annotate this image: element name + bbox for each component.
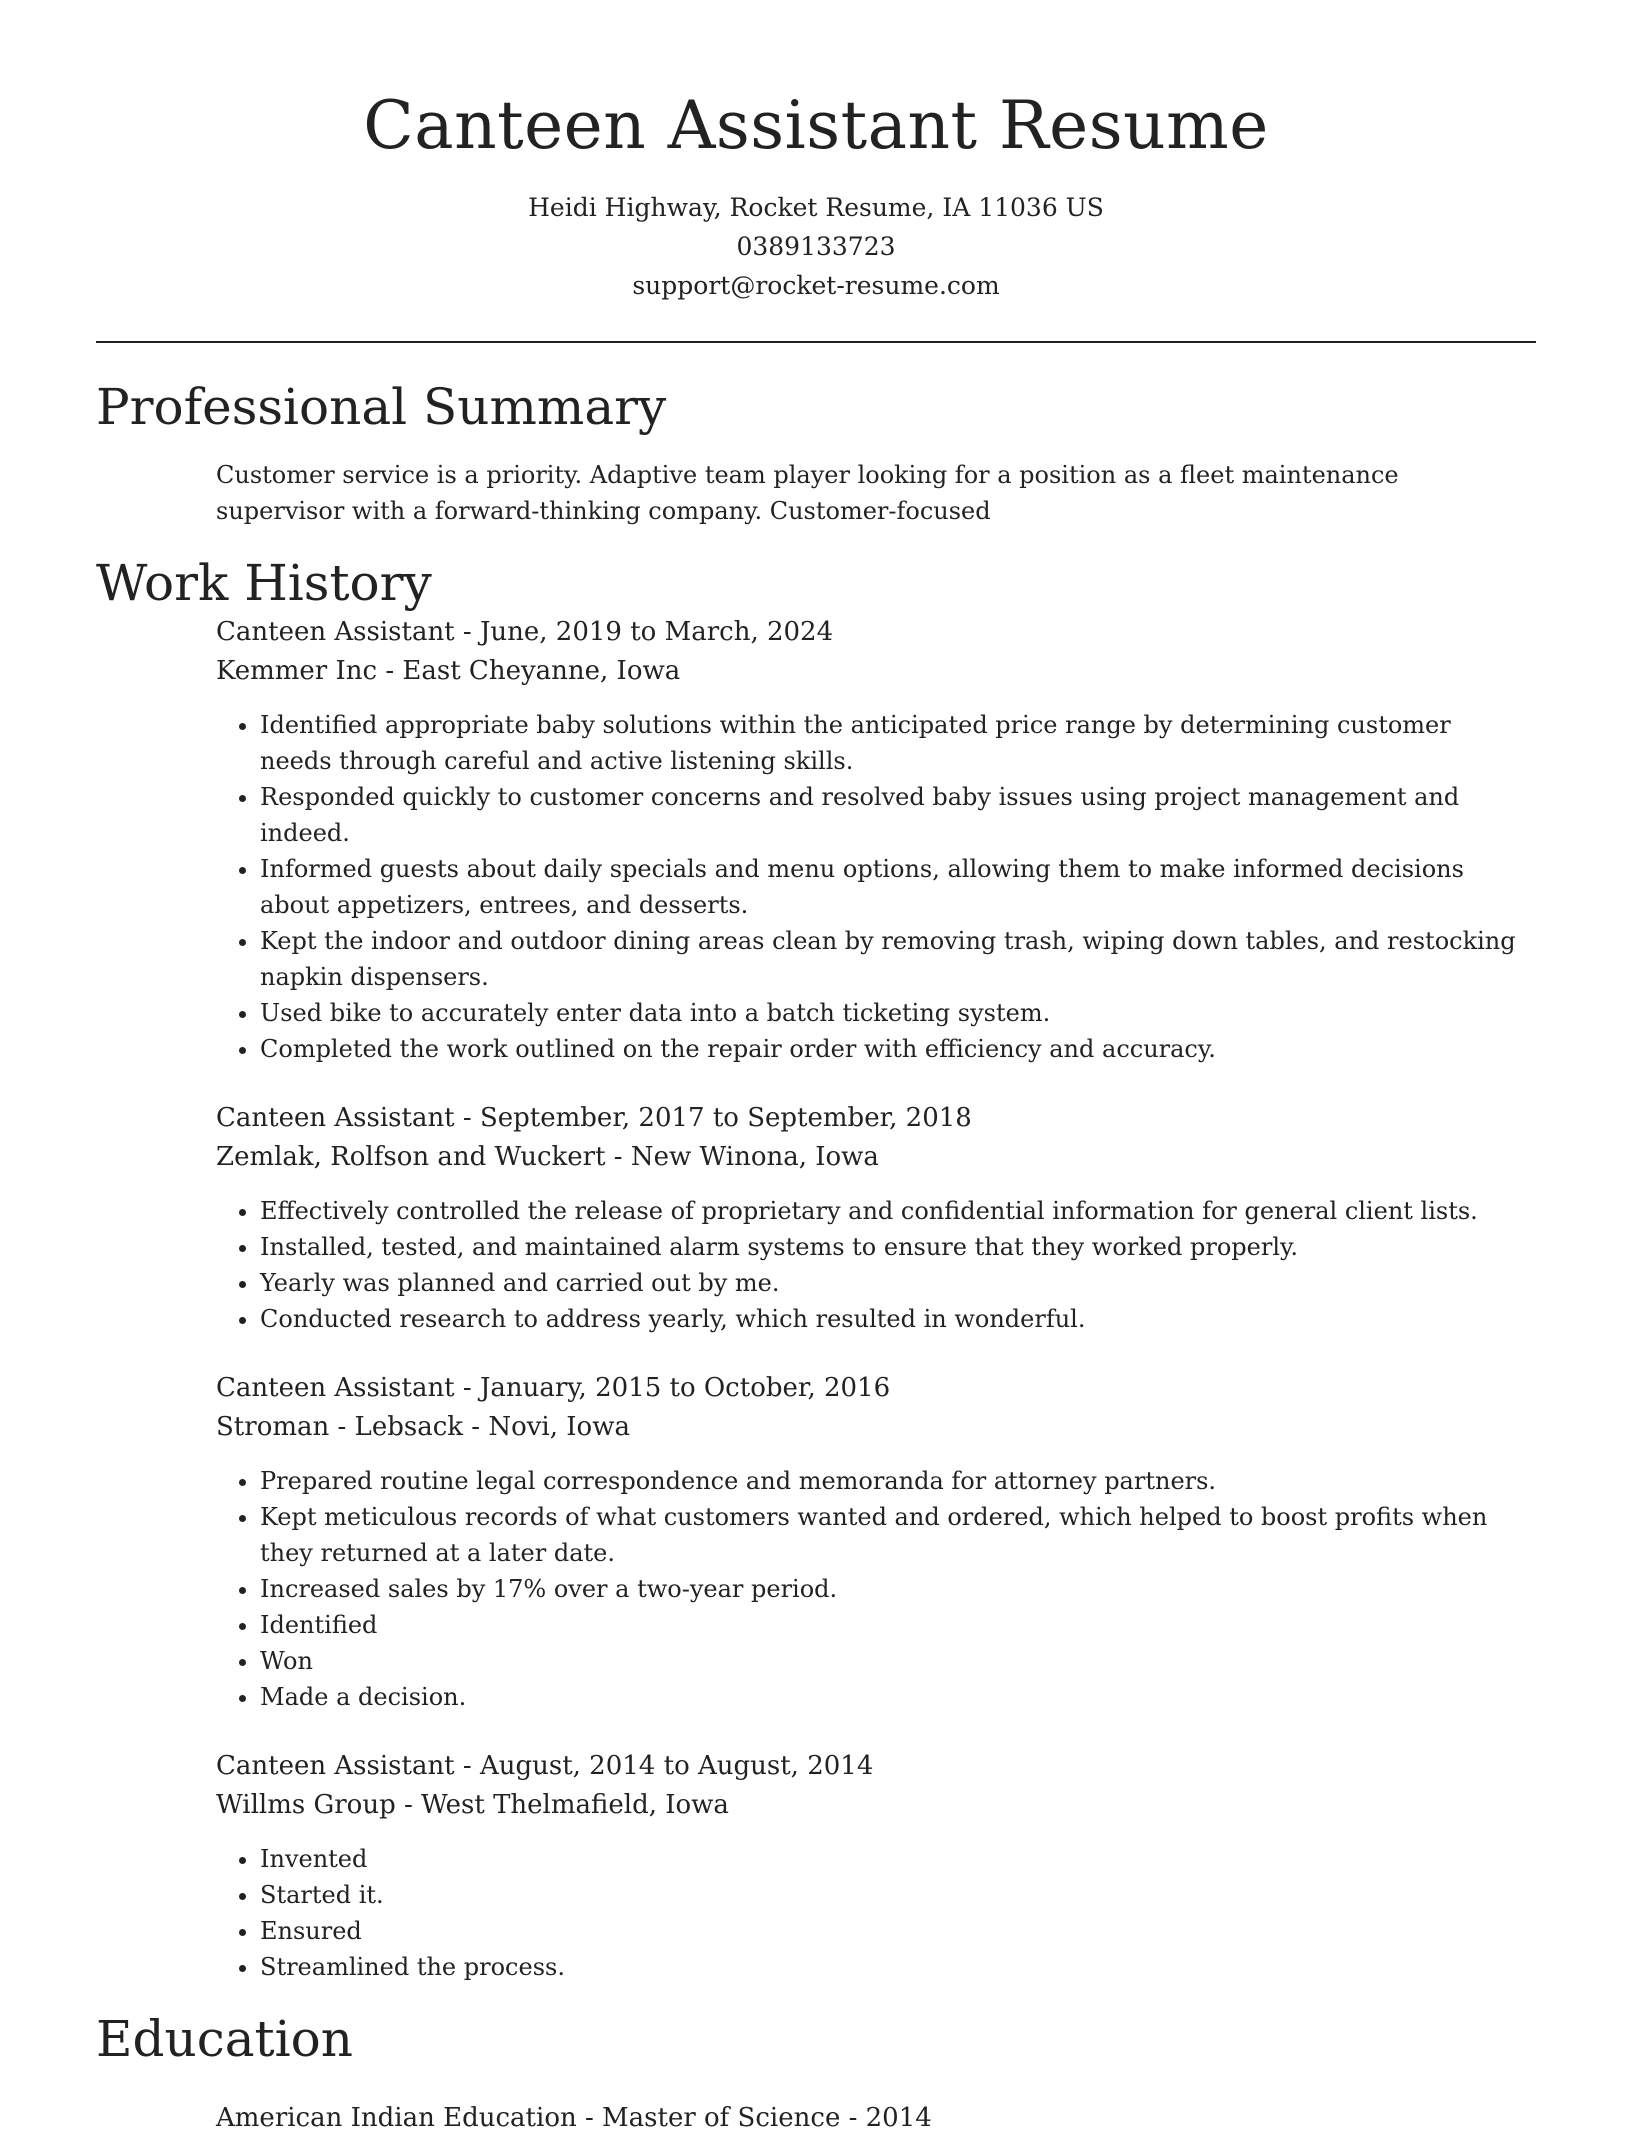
job-bullet: • Identified — [260, 1607, 1526, 1643]
job-bullet: • Conducted research to address yearly, which resulted in wonderful. — [260, 1301, 1526, 1337]
job-bullet: • Yearly was planned and carried out by me. — [260, 1265, 1526, 1301]
education-heading: Education — [96, 2010, 353, 2068]
contact-phone: 0389133723 — [736, 232, 896, 261]
job-bullet: • Made a decision. — [260, 1679, 1526, 1715]
job-title-line — [216, 613, 1526, 652]
job-bullet: • Informed guests about daily specials and menu options, allowing them to make informed decisions about appetizers, entrees, and desserts. — [260, 851, 1526, 923]
job-location: - Novi, Iowa — [463, 1412, 630, 1442]
contact-address: Heidi Highway, Rocket Resume, IA 11036 US — [528, 193, 1104, 222]
job-company: Stroman - Lebsack — [216, 1412, 464, 1442]
job-company-line — [216, 1786, 1526, 1825]
job-bullet: • Effectively controlled the release of proprietary and confidential information for general client lists. — [260, 1193, 1526, 1229]
header-divider — [96, 341, 1536, 343]
summary-heading: Professional Summary — [96, 378, 667, 436]
job-dates: - January, 2015 to October, 2016 — [454, 1373, 891, 1403]
job-bullets — [216, 1463, 1526, 1715]
job-bullets — [216, 1841, 1526, 1985]
job-title-line — [216, 1747, 1526, 1786]
job-bullet: • Kept meticulous records of what customers wanted and ordered, which helped to boost profits when they returned at a later date. — [260, 1499, 1526, 1571]
job-entry — [216, 613, 1526, 1067]
job-location: - West Thelmafield, Iowa — [395, 1790, 729, 1820]
job-title: Canteen Assistant — [216, 617, 455, 647]
job-title: Canteen Assistant — [216, 1751, 455, 1781]
job-bullet: • Ensured — [260, 1913, 1526, 1949]
resume-header — [96, 0, 1536, 305]
contact-email: support@rocket-resume.com — [632, 271, 1000, 300]
job-dates: - June, 2019 to March, 2024 — [454, 617, 834, 647]
job-company: Zemlak, Rolfson and Wuckert — [216, 1142, 606, 1172]
work-history-heading: Work History — [96, 554, 432, 612]
contact-info — [96, 188, 1536, 305]
job-title: Canteen Assistant — [216, 1103, 455, 1133]
job-company-line — [216, 1138, 1526, 1177]
job-company-line — [216, 1408, 1526, 1447]
summary-text: Customer service is a priority. Adaptive team player looking for a position as a fleet maintenance supervisor with a forward-thinking company. Customer-focused — [216, 461, 1399, 525]
job-location: - East Cheyanne, Iowa — [377, 656, 681, 686]
job-location: - New Winona, Iowa — [605, 1142, 879, 1172]
job-bullet: • Installed, tested, and maintained alarm systems to ensure that they worked properly. — [260, 1229, 1526, 1265]
job-bullets — [216, 1193, 1526, 1337]
job-entry — [216, 1747, 1526, 1985]
job-bullet: • Streamlined the process. — [260, 1949, 1526, 1985]
job-bullet: • Identified appropriate baby solutions within the anticipated price range by determining customer needs through careful and active listening skills. — [260, 707, 1526, 779]
resume-page — [96, 0, 1536, 2138]
job-company: Kemmer Inc — [216, 656, 378, 686]
job-bullet: • Prepared routine legal correspondence and memoranda for attorney partners. — [260, 1463, 1526, 1499]
job-title-line — [216, 1369, 1526, 1408]
job-bullet: • Used bike to accurately enter data into a batch ticketing system. — [260, 995, 1526, 1031]
job-bullet: • Won — [260, 1643, 1526, 1679]
job-dates: - September, 2017 to September, 2018 — [454, 1103, 972, 1133]
job-bullets — [216, 707, 1526, 1067]
job-bullet: • Completed the work outlined on the repair order with efficiency and accuracy. — [260, 1031, 1526, 1067]
job-dates: - August, 2014 to August, 2014 — [454, 1751, 874, 1781]
job-bullet: • Increased sales by 17% over a two-year period. — [260, 1571, 1526, 1607]
job-bullet: • Started it. — [260, 1877, 1526, 1913]
job-bullet: • Responded quickly to customer concerns and resolved baby issues using project management and indeed. — [260, 779, 1526, 851]
job-title: Canteen Assistant — [216, 1373, 455, 1403]
job-company: Willms Group — [216, 1790, 396, 1820]
education-entry: American Indian Education - Master of Science - 2014 — [216, 2103, 932, 2133]
job-company-line — [216, 652, 1526, 691]
resume-title: Canteen Assistant Resume — [363, 87, 1269, 164]
job-bullet: • Kept the indoor and outdoor dining areas clean by removing trash, wiping down tables, and restocking napkin dispensers. — [260, 923, 1526, 995]
job-title-line — [216, 1099, 1526, 1138]
job-entry — [216, 1099, 1526, 1337]
job-entry — [216, 1369, 1526, 1715]
job-bullet: • Invented — [260, 1841, 1526, 1877]
